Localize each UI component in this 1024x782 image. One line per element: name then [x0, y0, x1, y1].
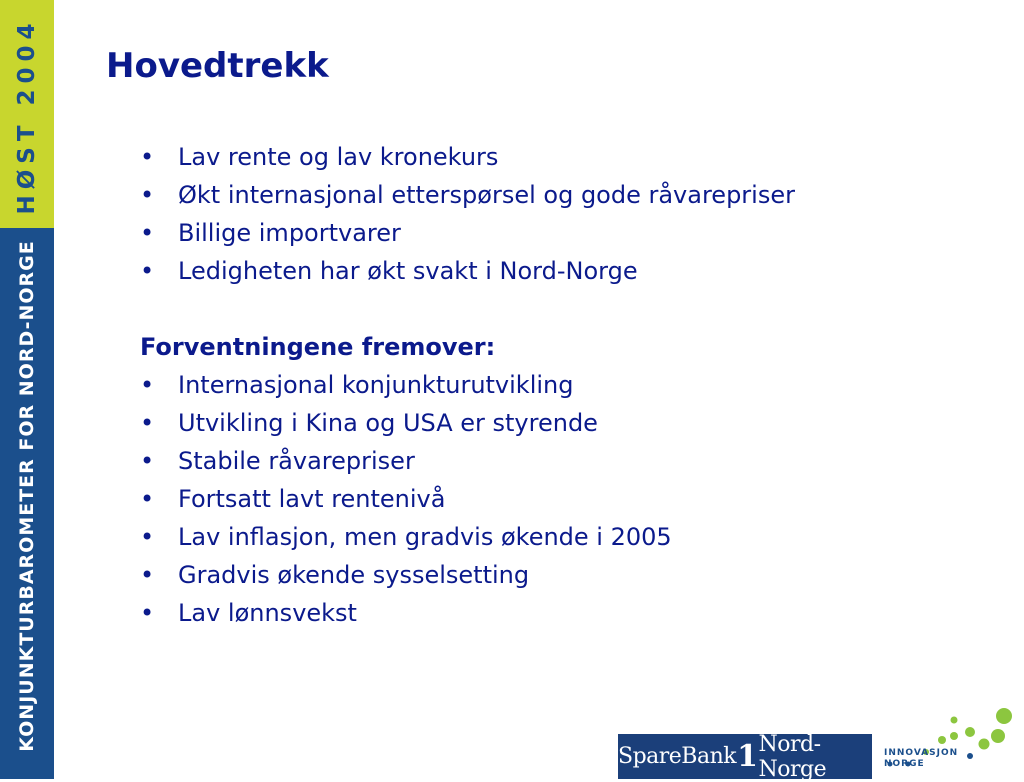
list-item-text: Lav lønnsvekst — [178, 599, 357, 627]
slide-title: Hovedtrekk — [106, 46, 329, 86]
bullet-icon: • — [140, 409, 155, 437]
sparebank-logo-right: Nord-Norge — [758, 731, 827, 782]
list-item — [140, 404, 672, 442]
innovasjon-logo-line1: INNOVASJON — [884, 748, 959, 758]
sparebank-logo — [618, 731, 872, 782]
list-item — [140, 252, 795, 290]
bullet-icon: • — [140, 219, 155, 247]
list-item-text: Økt internasjonal etterspørsel og gode råvarepriser — [178, 181, 795, 209]
list-item — [140, 366, 672, 404]
list-item-text: Lav rente og lav kronekurs — [178, 143, 499, 171]
innovasjon-logo-line2: NORGE — [884, 759, 925, 769]
list-item-text: Fortsatt lavt rentenivå — [178, 485, 446, 513]
sparebank-logo-number: 1 — [737, 739, 758, 774]
list-item — [140, 214, 795, 252]
list-item-text: Utvikling i Kina og USA er styrende — [178, 409, 598, 437]
bullet-icon: • — [140, 599, 155, 627]
outlook-list — [140, 366, 672, 632]
list-item-text: Lav inflasjon, men gradvis økende i 2005 — [178, 523, 672, 551]
sidebar-series-label: KONJUNKTURBAROMETER FOR NORD-NORGE — [16, 240, 38, 752]
list-item-text: Billige importvarer — [178, 219, 401, 247]
bullet-icon: • — [140, 371, 155, 399]
highlights-list — [140, 138, 795, 290]
bullet-icon: • — [140, 143, 155, 171]
list-item — [140, 138, 795, 176]
bullet-icon: • — [140, 523, 155, 551]
list-item — [140, 442, 672, 480]
sidebar-season-label: HØST 2004 — [14, 17, 40, 215]
bullet-icon: • — [140, 485, 155, 513]
list-item-text: Ledigheten har økt svakt i Nord-Norge — [178, 257, 638, 285]
list-item — [140, 518, 672, 556]
bullet-icon: • — [140, 561, 155, 589]
sparebank-logo-left: SpareBank — [618, 744, 737, 769]
innovasjon-norge-logo — [884, 748, 958, 770]
bullet-icon: • — [140, 257, 155, 285]
list-item — [140, 594, 672, 632]
list-item — [140, 556, 672, 594]
bullet-icon: • — [140, 447, 155, 475]
list-item — [140, 176, 795, 214]
list-item-text: Gradvis økende sysselsetting — [178, 561, 530, 589]
list-item-text: Internasjonal konjunkturutvikling — [178, 371, 574, 399]
list-item-text: Stabile råvarepriser — [178, 447, 415, 475]
outlook-heading: Forventningene fremover: — [140, 333, 496, 361]
list-item — [140, 480, 672, 518]
bullet-icon: • — [140, 181, 155, 209]
